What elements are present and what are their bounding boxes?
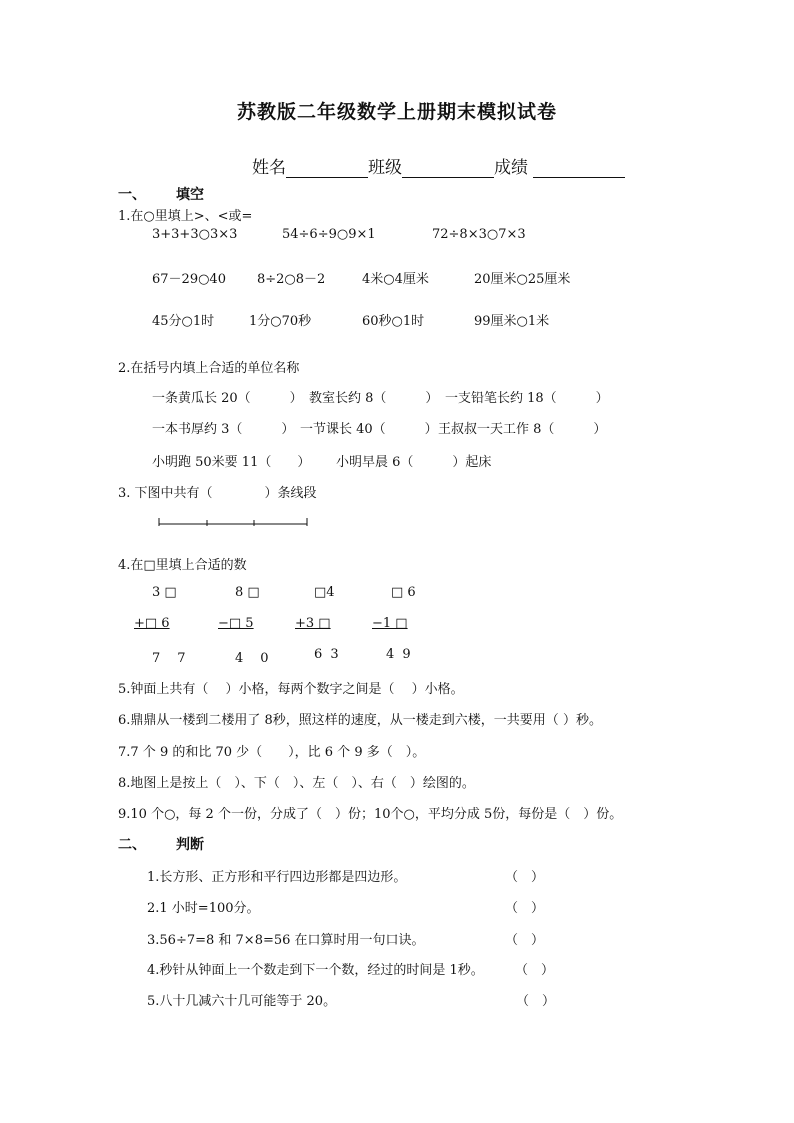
class-blank[interactable] [402,159,494,178]
q2-prompt: 2.在括号内填上合适的单位名称 [118,361,300,376]
q1-item: 20厘米○25厘米 [474,272,571,287]
judge-paren[interactable]: （ ） [505,870,545,885]
judge-item: 4.秒针从钟面上一个数走到下一个数，经过的时间是 1秒。 [147,963,484,978]
q1-prompt: 1.在○里填上>、<或= [118,209,253,224]
name-blank[interactable] [286,159,368,178]
q5: 5.钟面上共有（ ）小格，每两个数字之间是（ ）小格。 [118,682,464,697]
q2-item: 王叔叔一天工作 8（ ） [438,422,607,437]
q1-item: 1分○70秒 [249,314,312,329]
q1-item: 72÷8×3○7×3 [432,227,526,242]
score-label: 成绩 [494,158,528,178]
q1-item: 60秒○1时 [362,314,425,329]
q6: 6.鼎鼎从一楼到二楼用了 8秒，照这样的速度，从一楼走到六楼，一共要用（ ）秒。 [118,713,602,728]
q1-item: 3+3+3○3×3 [152,227,238,242]
judge-paren[interactable]: （ ） [505,901,545,916]
q2-item: 一支铅笔长约 18（ ） [445,391,609,406]
section-2-title: 判断 [176,837,204,853]
q2-item: 小明跑 50米要 11（ ） [152,455,311,470]
judge-item: 3.56÷7=8 和 7×8=56 在口算时用一句口诀。 [147,933,425,948]
q2-item: 教室长约 8（ ） [309,391,439,406]
score-blank[interactable] [533,159,625,178]
q1-item: 67－29○40 [152,272,226,287]
q4-operand: +3 □ [295,616,331,631]
q3-prompt: 3. 下图中共有（ ）条线段 [118,486,317,501]
q4-result: 6 3 [314,647,341,662]
q1-item: 54÷6÷9○9×1 [282,227,376,242]
section-2-number: 二、 [118,837,146,853]
q7: 7.7 个 9 的和比 70 少（ ），比 6 个 9 多（ ）。 [118,745,426,760]
judge-item: 1.长方形、正方形和平行四边形都是四边形。 [147,870,407,885]
q2-item: 一节课长 40（ ） [300,422,438,437]
q1-item: 8÷2○8－2 [257,272,326,287]
q9: 9.10 个○，每 2 个一份，分成了（ ）份；10个○，平均分成 5份，每份是（ ）份。 [118,807,623,822]
q4-operand: −1 □ [372,616,408,631]
judge-paren[interactable]: （ ） [505,933,545,948]
judge-item: 5.八十几减六十几可能等于 20。 [147,994,337,1009]
q4-operand: −□ 5 [218,616,254,631]
section-1-title: 填空 [176,187,204,203]
q4-top: □ 6 [391,585,416,600]
q4-result: 4 9 [386,647,413,662]
class-label: 班级 [368,158,402,178]
page-title: 苏教版二年级数学上册期末模拟试卷 [236,101,557,123]
section-2-heading [118,834,204,854]
q4-result: 7 7 [152,651,188,666]
student-info-line [252,153,625,178]
section-1-heading [118,184,204,204]
q1-item: 99厘米○1米 [474,314,550,329]
q2-item: 小明早晨 6（ ）起床 [336,455,492,470]
q4-prompt: 4.在□里填上合适的数 [118,558,247,573]
q4-operand: +□ 6 [134,616,170,631]
judge-paren[interactable]: （ ） [516,994,556,1009]
q1-item: 45分○1时 [152,314,215,329]
q4-top: □4 [314,585,335,600]
q4-result: 4 0 [235,651,271,666]
section-1-number: 一、 [118,187,146,203]
q8: 8.地图上是按上（ ）、下（ ）、左（ ）、右（ ）绘图的。 [118,776,475,791]
judge-paren[interactable]: （ ） [515,963,555,978]
q1-item: 4米○4厘米 [362,272,429,287]
q4-top: 3 □ [152,585,177,600]
q4-top: 8 □ [235,585,260,600]
line-segment-figure [155,514,315,528]
judge-item: 2.1 小时=100分。 [147,901,260,916]
name-label: 姓名 [252,158,286,178]
q2-item: 一本书厚约 3（ ） [152,422,295,437]
q2-item: 一条黄瓜长 20（ ） [152,391,303,406]
